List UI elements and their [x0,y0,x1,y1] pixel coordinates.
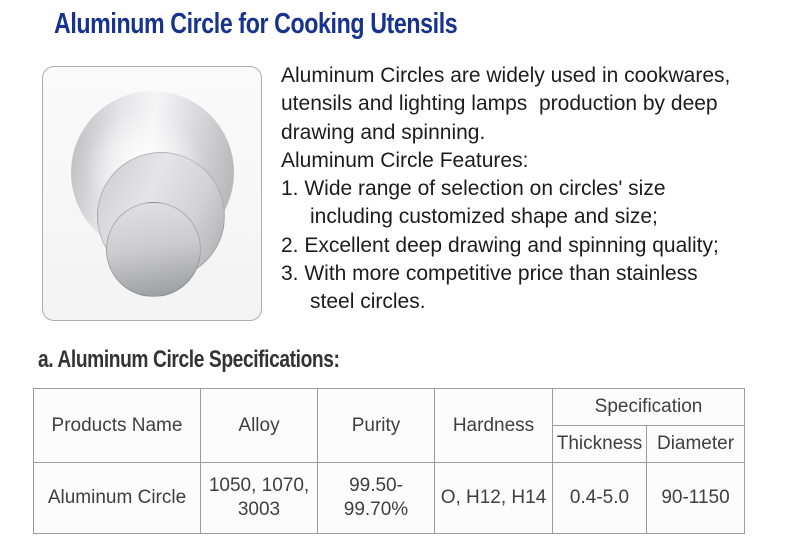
feature-item-2: 2. Excellent deep drawing and spinning quality; [281,233,719,257]
section-heading [38,343,415,376]
header-cell-specification: Specification [553,389,745,426]
header-cell-diameter: Diameter [647,426,745,463]
cell-alloy: 1050, 1070, 3003 [201,463,318,534]
description-line: Aluminum Circles are widely used in cookwares, [281,64,731,87]
product-description [281,62,783,317]
header-cell-hardness: Hardness [435,389,553,463]
header-cell-products-name: Products Name [34,389,201,463]
cell-thickness: 0.4-5.0 [553,463,647,534]
spec-table [33,388,745,534]
feature-item-3-continued: steel circles. [310,290,426,314]
header-cell-purity: Purity [318,389,435,463]
cell-diameter: 90-1150 [647,463,745,534]
table-row [34,463,745,534]
page-title [54,5,558,43]
description-line: utensils and lighting lamps production by deep [281,92,718,116]
feature-item-1-continued: including customized shape and size; [310,205,658,229]
description-features-label: Aluminum Circle Features: [281,148,529,172]
description-line: drawing and spinning. [281,120,486,144]
aluminum-disc-small-image [106,202,201,297]
header-cell-thickness: Thickness [553,426,647,463]
feature-item-3: 3. With more competitive price than stainless [281,262,698,286]
feature-item-1: 1. Wide range of selection on circles' size [281,177,666,201]
header-cell-alloy: Alloy [201,389,318,463]
cell-purity: 99.50-99.70% [318,463,435,534]
cell-products-name: Aluminum Circle [34,463,201,534]
cell-hardness: O, H12, H14 [435,463,553,534]
page-title-text: Aluminum Circle for Cooking Utensils [54,8,458,40]
product-photo [42,66,262,321]
section-heading-text: a. Aluminum Circle Specifications: [38,346,340,373]
